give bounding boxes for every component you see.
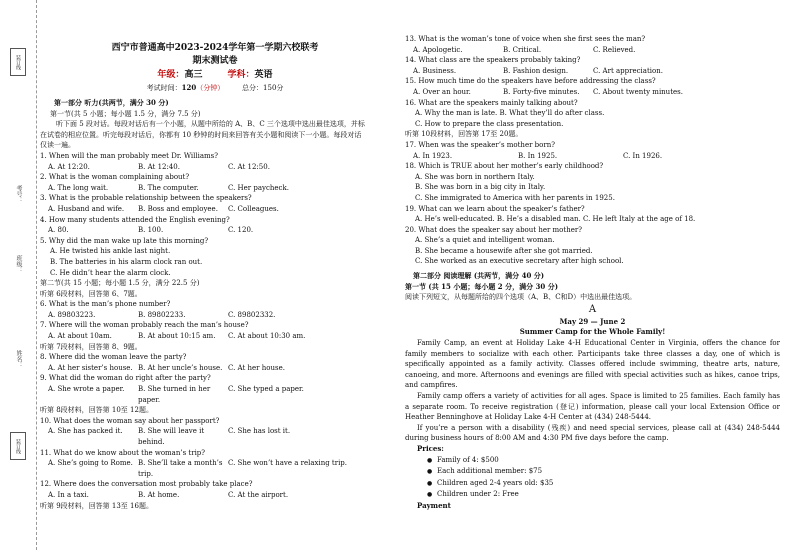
question-9: 9. What did the woman do right after the party? — [40, 374, 211, 383]
options-8 — [40, 363, 390, 374]
binding-box-bottom: 装订线 — [10, 432, 26, 460]
option-c: C. About twenty minutes. — [593, 87, 683, 96]
option-b: B. In 1925. — [518, 151, 558, 160]
option-b: B. At about 10:15 am. — [138, 332, 216, 341]
option-5c: C. He didn’t hear the alarm clock. — [50, 268, 171, 277]
option-a: A. Husband and wife. — [48, 204, 125, 213]
option-20b: B. She became a housewife after she got married. — [415, 246, 593, 255]
question-6: 6. What is the man’s phone number? — [40, 300, 171, 309]
question-19: 19. What can we learn about the speaker’s father? — [405, 204, 585, 213]
class-label: 班级： — [15, 255, 22, 273]
option-b: B. At home. — [138, 490, 180, 499]
question-1: 1. When will the man probably meet Dr. Williams? — [40, 151, 219, 160]
section1-heading: 第一节(共 5 小题；每小题 1.5 分，满分 7.5 分) — [50, 109, 201, 118]
left-column — [40, 42, 390, 511]
question-14: 14. What class are the speakers probably taking? — [405, 56, 581, 65]
section2-heading: 第二节(共 15 小题；每小题 1.5 分，满分 22.5 分) — [40, 279, 200, 288]
option-16ab: A. Why the man is late. B. What they’ll do after class. — [415, 109, 605, 118]
option-a: A. Business. — [413, 66, 457, 75]
grade-value: 高三 — [184, 70, 203, 80]
options-3 — [40, 204, 390, 215]
transcript-8-note: 听第 8段材料，回答第 10至 12题。 — [40, 406, 153, 415]
options-6 — [40, 310, 390, 321]
question-12: 12. Where does the conversation most probably take place? — [40, 480, 253, 489]
options-12 — [40, 490, 390, 501]
part2-heading: 第二部分 阅读理解 (共两节，满分 40 分) — [413, 271, 545, 281]
question-11: 11. What do we know about the woman’s trip? — [40, 448, 206, 457]
options-19: A. He’s well-educated. B. He’s a disabled man. C. He left Italy at the age of 18. — [415, 215, 696, 224]
binding-box-top: 装订线 — [10, 48, 26, 76]
time-value: 120 — [181, 83, 197, 92]
option-a: A. She has packed it. — [48, 427, 123, 436]
option-b: B. She will leave it behind. — [138, 427, 205, 446]
binding-margin — [0, 0, 37, 550]
options-11 — [40, 458, 390, 479]
option-b: B. Forty-five minutes. — [503, 87, 580, 96]
question-2: 2. What is the woman complaining about? — [40, 173, 190, 182]
options-17 — [405, 151, 780, 162]
price-item: ● Children aged 2-4 years old: $35 — [405, 478, 780, 490]
options-4 — [40, 225, 390, 236]
option-c: C. She typed a paper. — [228, 385, 304, 394]
option-c: C. At about 10:30 am. — [228, 332, 306, 341]
part2-section1-heading: 第一节 (共 15 小题；每小题 2 分，满分 30 分) — [405, 281, 559, 291]
option-b: B. Fashion design. — [503, 66, 569, 75]
option-5b: B. The batteries in his alarm clock ran out. — [50, 257, 203, 266]
exam-subtitle: 期末测试卷 — [192, 56, 238, 66]
option-a: A. In a taxi. — [48, 490, 89, 499]
option-a: A. At 12:20. — [48, 162, 90, 171]
option-a: A. 80. — [48, 226, 69, 235]
prices-label: Prices: — [417, 443, 444, 453]
option-a: A. Over an hour. — [413, 87, 471, 96]
option-a: A. Apologetic. — [413, 45, 463, 54]
passage-paragraph-2: Family camp offers a variety of activities for all ages. Space is limited to 25 families. Each family has a separate room. To receive registration (登记) information, please call your local Extension Office or Heather Benninghove at Holiday Lake 4-H Center at (434) 248-5444. — [405, 392, 780, 422]
time-score-row — [40, 82, 390, 94]
transcript-7-note: 听第 7段材料，回答第 8、9题。 — [40, 342, 142, 351]
option-20a: A. She’s a quiet and intelligent woman. — [415, 236, 555, 245]
option-a: A. 89803223. — [48, 310, 96, 319]
camp-date: May 29 — June 2 — [559, 316, 626, 326]
question-8: 8. Where did the woman leave the party? — [40, 353, 187, 362]
option-b: B. At 12:40. — [138, 162, 180, 171]
right-column — [405, 34, 780, 512]
subject-value: 英语 — [254, 70, 273, 80]
option-c: C. Art appreciation. — [593, 66, 663, 75]
option-5a: A. He twisted his ankle last night. — [50, 247, 171, 256]
question-15: 15. How much time do the speakers have before addressing the class? — [405, 77, 656, 86]
option-b: B. She turned in her paper. — [138, 385, 211, 404]
option-c: C. She won’t have a relaxing trip. — [228, 459, 348, 468]
options-14 — [405, 66, 780, 77]
passage-letter: A — [588, 303, 597, 315]
price-item: ● Each additional member: $75 — [405, 466, 780, 478]
price-item: ● Children under 2: Free — [405, 489, 780, 501]
option-b: B. 89802233. — [138, 310, 186, 319]
question-4: 4. How many students attended the English evening? — [40, 215, 230, 224]
transcript-9-note: 听第 9段材料，回答第 13至 16题。 — [40, 501, 153, 510]
question-20: 20. What does the speaker say about her mother? — [405, 225, 582, 234]
option-a: A. She’s going to Rome. — [48, 459, 133, 468]
question-5: 5. Why did the man wake up late this morning? — [40, 236, 209, 245]
question-13: 13. What is the woman’s tone of voice when she first sees the man? — [405, 35, 646, 43]
option-c: C. In 1926. — [623, 151, 663, 160]
options-13 — [405, 45, 780, 56]
option-a: A. At about 10am. — [48, 332, 112, 341]
instruction-line1: 听下面 5 段对话。每段对话后有一个小题，从题中所给的 A、B、C 三个选项中选出最佳选项，并标 — [56, 120, 365, 129]
options-15 — [405, 87, 780, 98]
options-9 — [40, 384, 390, 405]
options-10 — [40, 426, 390, 447]
transcript-6-note: 听第 6段材料，回答第 6、7题。 — [40, 289, 142, 298]
grade-subject-row — [40, 68, 390, 82]
score-value: 150分 — [263, 84, 284, 92]
passage-paragraph-1: Family Camp, an event at Holiday Lake 4-H Educational Center in Virginia, offers the chance for family members to socialize with each other. Participants take three classes a day, one of which is specifically appointed as a family activity. Classes offered include swimming, theatre arts, nature, canoeing, and more. Afternoons and evenings are filled with special activities such as hikes, canoe trips, and campfires. — [405, 339, 780, 390]
option-a: A. In 1923. — [413, 151, 453, 160]
reading-instruction: 阅读下列短文，从每题所给的四个选项（A、B、C和D）中选出最佳选项。 — [405, 293, 637, 302]
option-c: C. At her house. — [228, 363, 285, 372]
option-c: C. Relieved. — [593, 45, 636, 54]
time-unit: （分钟） — [196, 84, 225, 92]
question-10: 10. What does the woman say about her passport? — [40, 416, 220, 425]
option-18b: B. She was born in a big city in Italy. — [415, 183, 546, 192]
option-c: C. She has lost it. — [228, 427, 291, 436]
option-b: B. Critical. — [503, 45, 542, 54]
payment-label: Payment — [417, 500, 451, 510]
option-a: A. The long wait. — [48, 183, 109, 192]
option-c: C. 89802332. — [228, 310, 276, 319]
question-7: 7. Where will the woman probably reach the man’s house? — [40, 321, 249, 330]
subject-label: 学科： — [227, 70, 255, 80]
options-2 — [40, 183, 390, 194]
exam-title: 西宁市普通高中2023-2024学年第一学期六校联考 — [111, 43, 319, 53]
question-17: 17. When was the speaker’s mother born? — [405, 140, 555, 149]
options-7 — [40, 331, 390, 342]
part1-heading: 第一部分 听力(共两节，满分 30 分) — [54, 98, 169, 107]
option-16c: C. How to prepare the class presentation. — [415, 119, 564, 128]
option-b: B. 100. — [138, 226, 164, 235]
option-c: C. At 12:50. — [228, 162, 270, 171]
passage-paragraph-3: If you’re a person with a disability (残疾) and need special services, please call at (434) 248-5444 during business hours of 8:00 AM and 4:30 PM five days before the camp. — [405, 423, 780, 443]
option-b: B. She’ll take a month’s trip. — [138, 459, 223, 478]
option-b: B. The computer. — [138, 183, 199, 192]
option-a: A. She wrote a paper. — [48, 385, 125, 394]
price-item: ● Family of 4: $500 — [405, 455, 780, 467]
instruction-line3: 仅读一遍。 — [40, 141, 75, 150]
options-1 — [40, 162, 390, 173]
option-c: C. At the airport. — [228, 490, 289, 499]
option-c: C. Colleagues. — [228, 204, 279, 213]
option-20c: C. She worked as an executive secretary after high school. — [415, 257, 624, 266]
question-18: 18. Which is TRUE about her mother’s early childhood? — [405, 162, 604, 171]
time-label: 考试时间： — [146, 84, 182, 92]
instruction-line2: 在试卷的相应位置。听完每段对话后，你都有 10 秒钟的时间来回答有关小题和阅读下一小题。每段对话 — [40, 130, 362, 139]
option-18a: A. She was born in northern Italy. — [415, 172, 535, 181]
option-b: B. Boss and employee. — [138, 204, 218, 213]
question-3: 3. What is the probable relationship between the speakers? — [40, 194, 252, 203]
option-b: B. At her uncle’s house. — [138, 363, 223, 372]
option-18c: C. She immigrated to America with her parents in 1925. — [415, 193, 615, 202]
score-label: 总分： — [242, 84, 264, 92]
option-c: C. Her paycheck. — [228, 183, 289, 192]
option-c: C. 120. — [228, 226, 254, 235]
option-a: A. At her sister’s house. — [48, 363, 133, 372]
grade-label: 年级： — [157, 70, 185, 80]
transcript-10-note: 听第 10段材料，回答第 17至 20题。 — [405, 130, 523, 139]
camp-title: Summer Camp for the Whole Family! — [519, 327, 666, 337]
question-16: 16. What are the speakers mainly talking about? — [405, 98, 578, 107]
exam-number-label: 考号： — [15, 185, 22, 203]
name-label: 姓名： — [15, 350, 22, 368]
